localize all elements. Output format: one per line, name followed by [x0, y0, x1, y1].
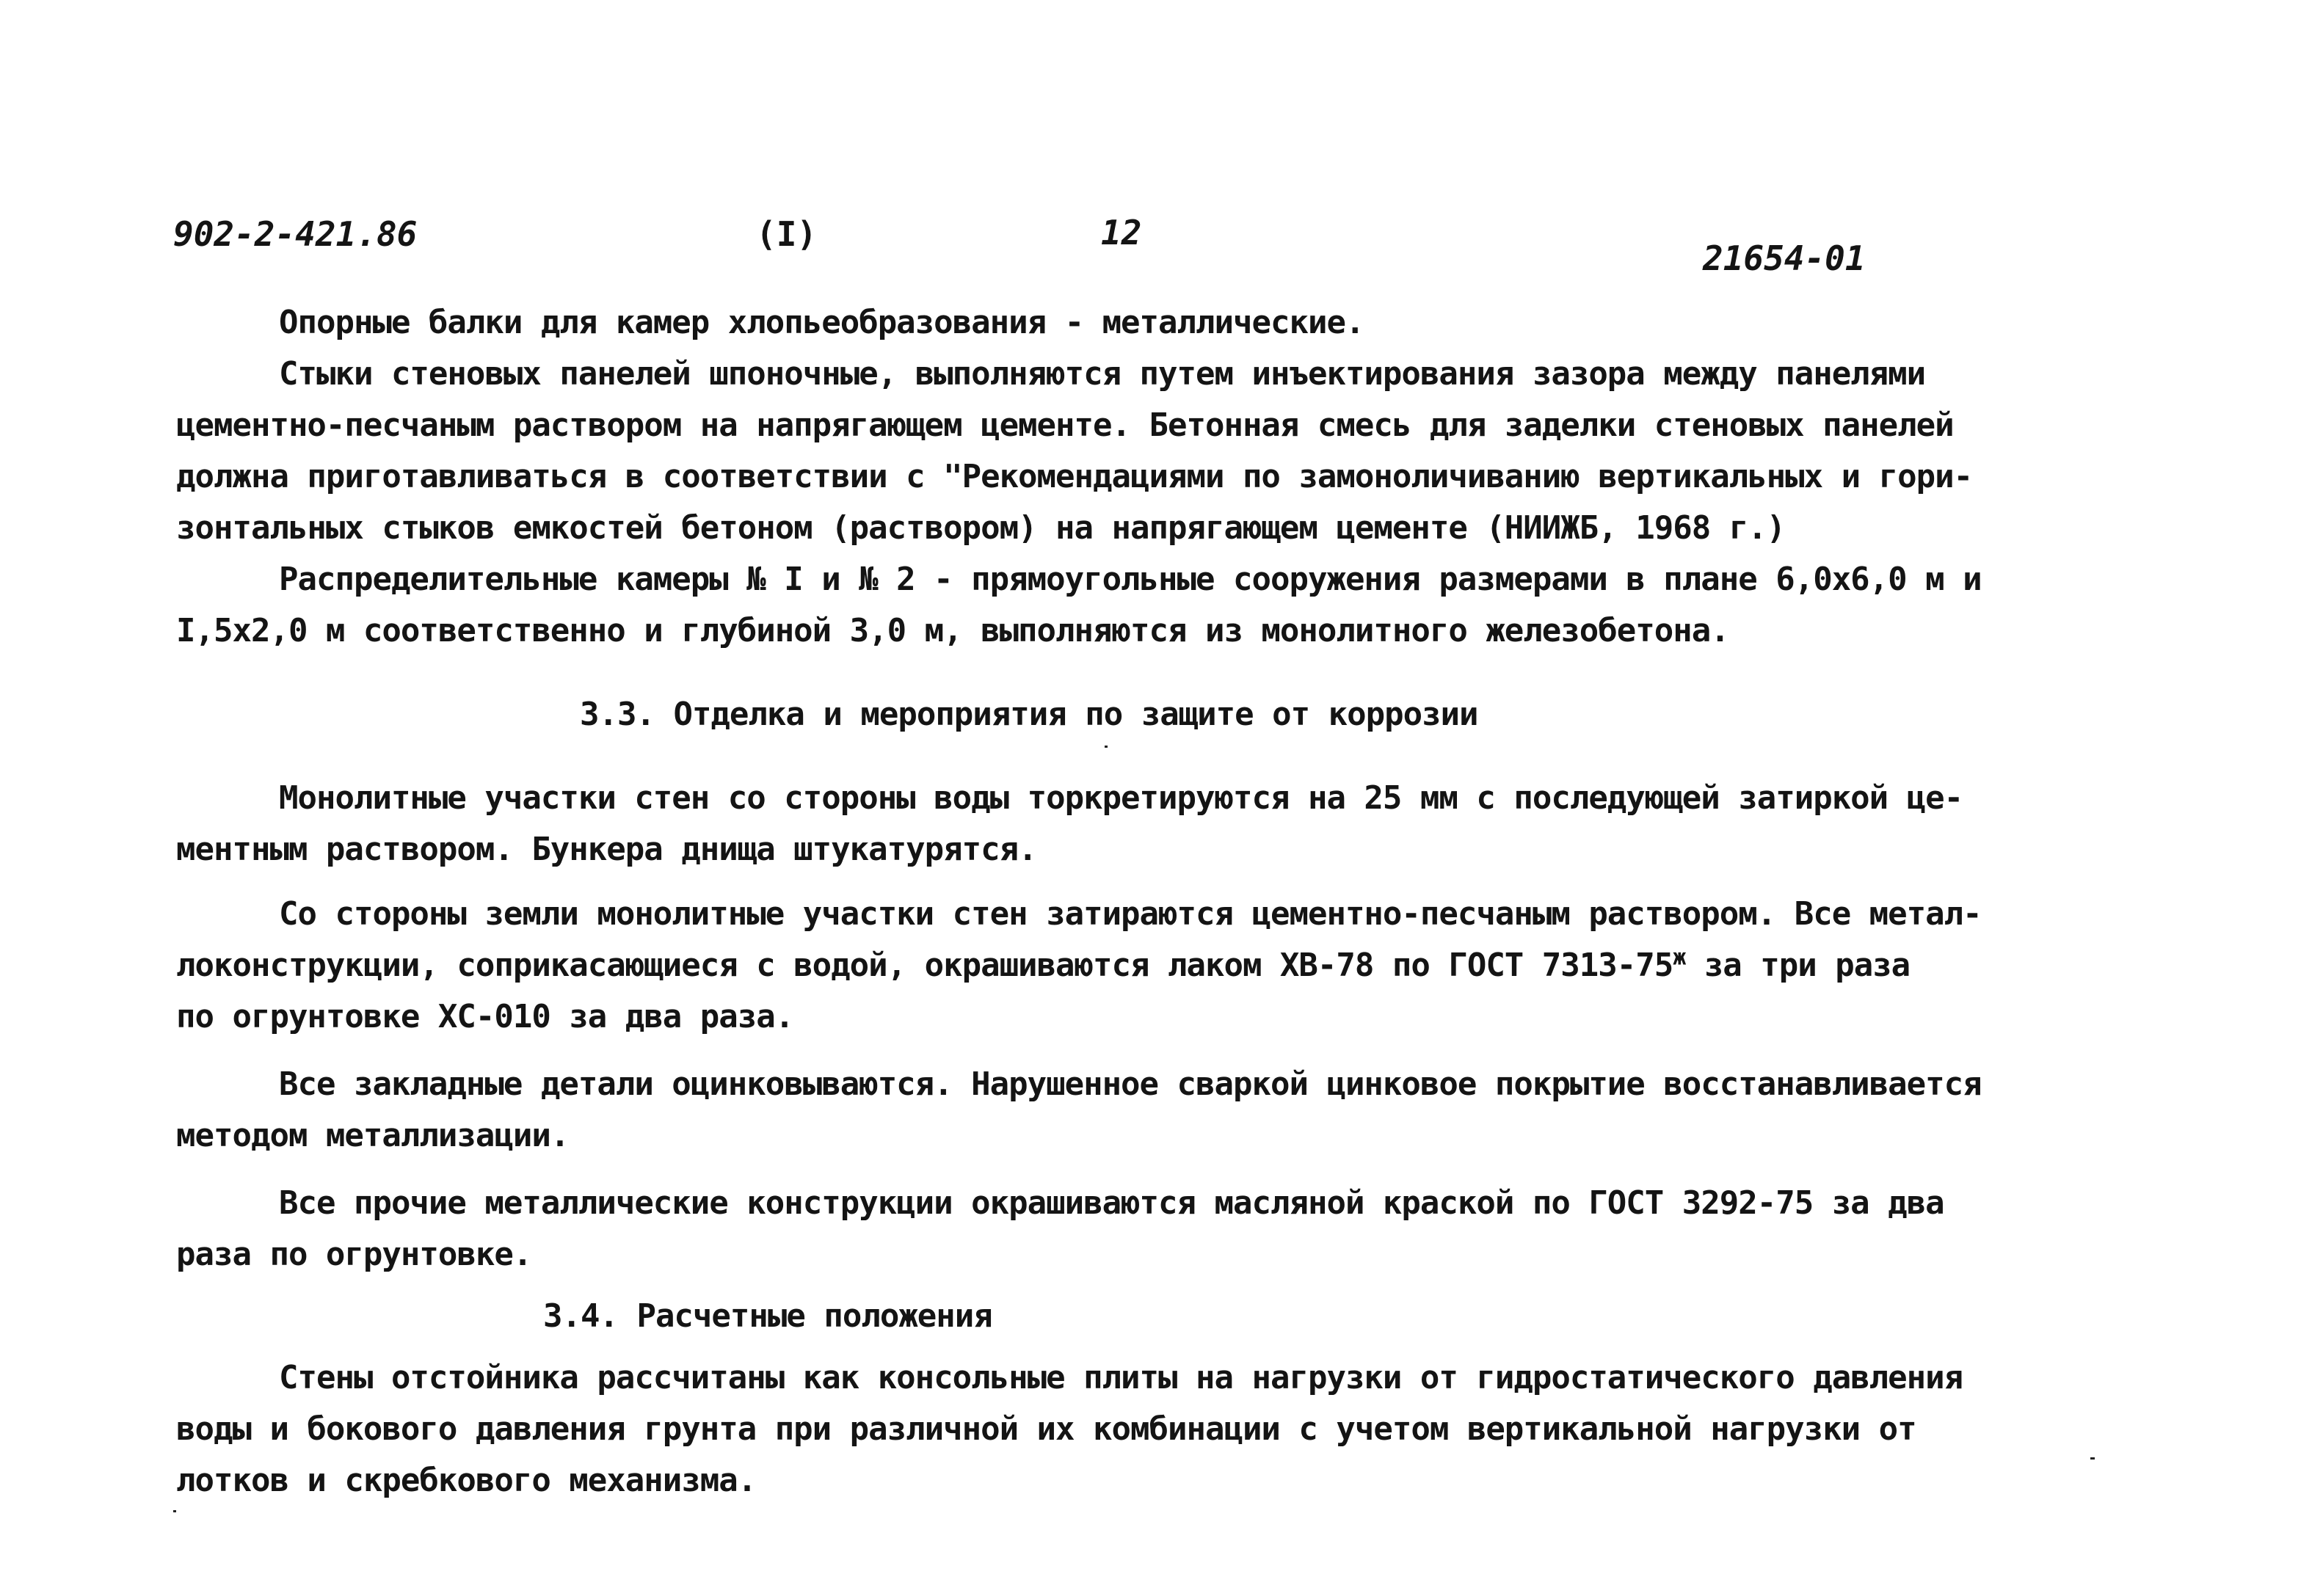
scan-speck: [1105, 746, 1108, 748]
paragraph-line: должна приготавливаться в соответствии с "Рекомендациями по замоноличиванию вертикальных и гори-: [176, 458, 1973, 495]
paragraph-line: [176, 940, 2143, 991]
paragraph-line: Со стороны земли монолитные участки стен затираются цементно-песчаным раствором. Все метал-: [279, 895, 1982, 933]
document-code: 902-2-421.86: [173, 214, 418, 254]
paragraph-line: Все прочие металлические конструкции окрашиваются масляной краской по ГОСТ 3292-75 за два: [279, 1184, 1944, 1222]
section-heading: 3.4. Расчетные положения: [543, 1297, 992, 1335]
paragraph-line: методом металлизации.: [176, 1117, 570, 1154]
document-body: [176, 297, 2143, 1506]
paragraph-line: Опорные балки для камер хлопьеобразования - металлические.: [279, 304, 1364, 341]
volume-number: (I): [756, 214, 818, 254]
paragraph-text: за три раза: [1685, 947, 1911, 984]
page-number: 12: [1101, 213, 1142, 252]
inventory-number: 21654-01: [1703, 238, 1866, 278]
paragraph-line: Стены отстойника рассчитаны как консольные плиты на нагрузки от гидростатического давления: [279, 1359, 1963, 1396]
paragraph-line: воды и бокового давления грунта при различной их комбинации с учетом вертикальной нагрузки от: [176, 1410, 1916, 1448]
paragraph-line: Распределительные камеры № I и № 2 - прямоугольные сооружения размерами в плане 6,0х6,0 м и: [279, 561, 1982, 598]
paragraph-text: локонструкции, соприкасающиеся с водой, окрашиваются лаком ХВ-78 по ГОСТ 7313-75: [176, 947, 1673, 984]
paragraph-line: Стыки стеновых панелей шпоночные, выполняются путем инъектирования зазора между панелями: [279, 355, 1926, 393]
scan-speck: [173, 1510, 176, 1512]
scan-speck: [2090, 1457, 2095, 1460]
paragraph-line: ментным раствором. Бункера днища штукатурятся.: [176, 831, 1037, 868]
section-heading: 3.3. Отделка и мероприятия по защите от коррозии: [580, 696, 1478, 733]
paragraph-line: по огрунтовке ХС-010 за два раза.: [176, 998, 794, 1035]
paragraph-line: зонтальных стыков емкостей бетоном (раствором) на напрягающем цементе (НИИЖБ, 1968 г.): [176, 509, 1786, 547]
paragraph-line: лотков и скребкового механизма.: [176, 1462, 757, 1499]
paragraph-line: цементно-песчаным раствором на напрягающем цементе. Бетонная смесь для заделки стеновых панелей: [176, 407, 1954, 444]
paragraph-line: раза по огрунтовке.: [176, 1236, 532, 1273]
superscript-mark: ж: [1673, 944, 1686, 971]
paragraph-line: I,5х2,0 м соответственно и глубиной 3,0 м, выполняются из монолитного железобетона.: [176, 612, 1729, 649]
paragraph-line: Монолитные участки стен со стороны воды торкретируются на 25 мм с последующей затиркой це-: [279, 779, 1963, 817]
paragraph-line: Все закладные детали оцинковываются. Нарушенное сваркой цинковое покрытие восстанавливается: [279, 1065, 1982, 1103]
